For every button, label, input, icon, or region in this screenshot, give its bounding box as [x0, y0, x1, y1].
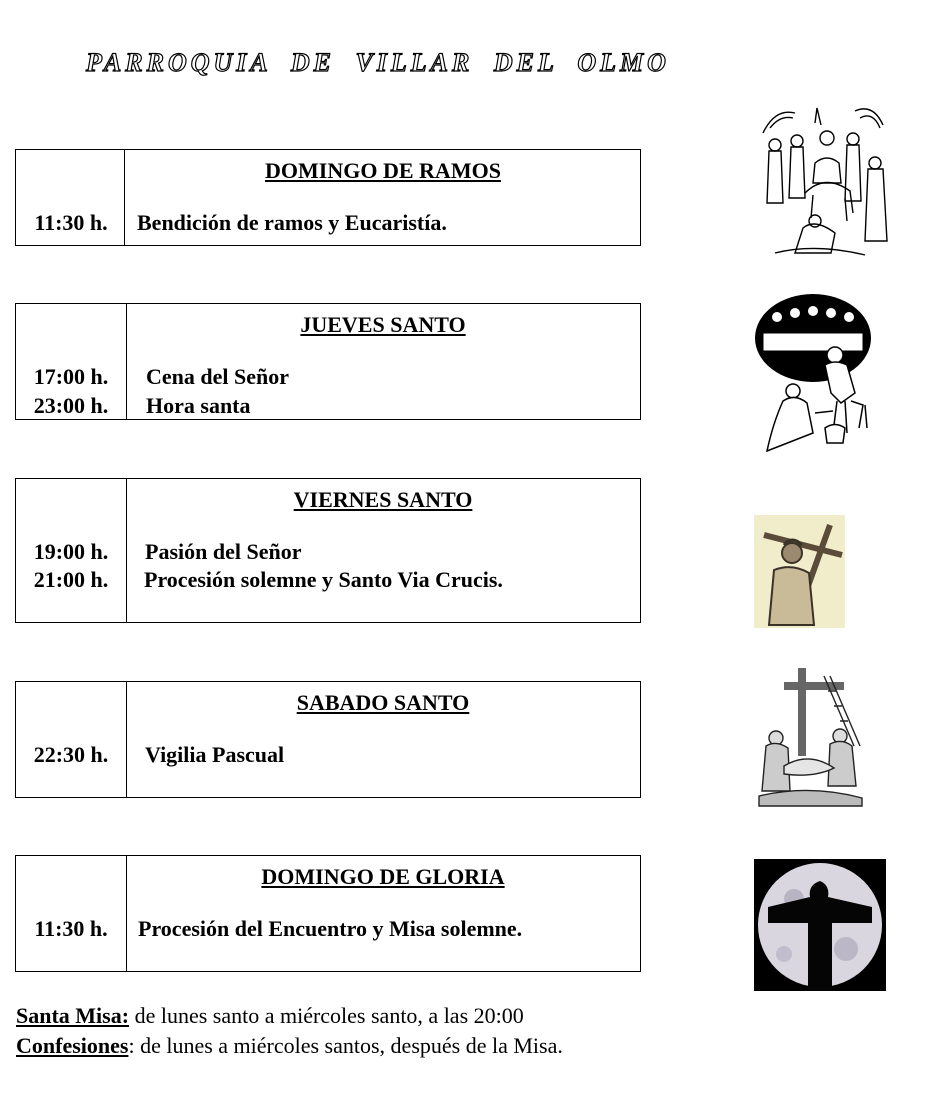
event-description: Procesión del Encuentro y Misa solemne. — [138, 916, 523, 941]
event-time: 11:30 h. — [34, 916, 108, 941]
palm-sunday-procession-icon — [755, 103, 890, 260]
schedule-box-viernes-santo — [15, 478, 641, 623]
mass-text: de lunes santo a miércoles santo, a las 20:00 — [129, 1003, 524, 1028]
schedule-box-jueves-santo — [15, 303, 641, 420]
schedule-box-sabado-santo — [15, 681, 641, 798]
schedule-box-domingo-ramos — [15, 149, 641, 246]
event-time: 22:30 h. — [33, 742, 109, 767]
event-time: 19:00 h. — [33, 539, 109, 564]
event-description: Hora santa — [146, 393, 251, 418]
day-heading: DOMINGO DE RAMOS — [265, 158, 501, 183]
mass-label: Santa Misa: — [16, 1003, 130, 1028]
event-time: 23:00 h. — [33, 393, 109, 418]
christ-carrying-cross-icon — [754, 515, 845, 628]
day-heading: JUEVES SANTO — [300, 312, 466, 337]
event-description: Bendición de ramos y Eucaristía. — [137, 210, 447, 235]
day-heading: SABADO SANTO — [296, 690, 470, 715]
event-description: Vigilia Pascual — [145, 742, 285, 767]
schedule-box-domingo-gloria — [15, 855, 641, 972]
mass-schedule-line — [16, 1003, 524, 1029]
confession-text: : de lunes a miércoles santos, después de la Misa. — [128, 1033, 563, 1058]
day-heading: DOMINGO DE GLORIA — [261, 864, 505, 889]
event-description: Procesión solemne y Santo Via Crucis. — [144, 567, 503, 592]
event-time: 17:00 h. — [33, 364, 109, 389]
confession-label: Confesiones — [16, 1033, 129, 1058]
event-description: Pasión del Señor — [145, 539, 302, 564]
confession-schedule-line — [16, 1033, 563, 1059]
parish-title: PARROQUIA DE VILLAR DEL OLMO — [86, 48, 670, 77]
event-description: Cena del Señor — [146, 364, 289, 389]
descent-from-cross-icon — [754, 666, 866, 807]
event-time: 21:00 h. — [33, 567, 109, 592]
event-time: 11:30 h. — [34, 210, 108, 235]
foot-washing-last-supper-icon — [755, 293, 873, 458]
day-heading: VIERNES SANTO — [293, 487, 473, 512]
risen-christ-moon-icon — [754, 859, 886, 991]
